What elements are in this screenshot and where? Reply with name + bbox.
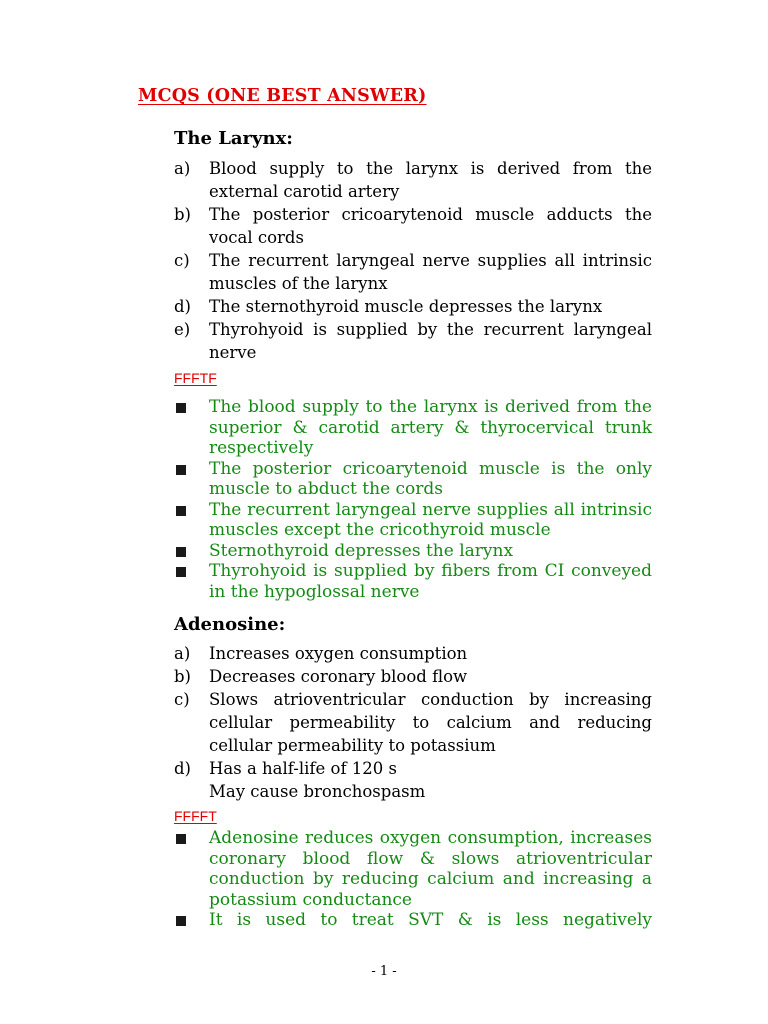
section-title-larynx: The Larynx:: [174, 128, 293, 149]
square-bullet-icon: [174, 910, 209, 931]
option-text: The sternothyroid muscle depresses the larynx: [209, 297, 603, 316]
option-extra-text: May cause bronchospasm: [209, 782, 426, 801]
answer-key-larynx: FFFTF: [174, 370, 217, 386]
question-options-larynx: [174, 157, 652, 364]
option-letter: b): [174, 205, 191, 224]
option-item: [174, 757, 652, 780]
square-bullet-icon: [174, 397, 209, 459]
option-item: [174, 295, 652, 318]
option-item: [174, 249, 652, 295]
explanation-item: [174, 500, 652, 541]
option-text: Decreases coronary blood flow: [209, 667, 468, 686]
option-letter: c): [174, 251, 190, 270]
square-bullet-icon: [174, 541, 209, 562]
option-text: Slows atrioventricular conduction by increasing cellular permeability to calcium and reducing cellular permeability to potassium: [209, 690, 652, 755]
option-item: [174, 688, 652, 757]
option-text: The posterior cricoarytenoid muscle adducts the vocal cords: [209, 205, 652, 247]
option-item: [174, 665, 652, 688]
explanation-item: [174, 910, 652, 931]
explanation-text: The posterior cricoarytenoid muscle is the only muscle to abduct the cords: [209, 458, 652, 499]
explanation-item: [174, 561, 652, 602]
question-options-adenosine: [174, 642, 652, 803]
option-letter: b): [174, 667, 191, 686]
explanation-text: Thyrohyoid is supplied by fibers from CI conveyed in the hypoglossal nerve: [209, 561, 652, 602]
explanation-item: [174, 541, 652, 562]
option-letter: e): [174, 320, 191, 339]
explanation-item: [174, 397, 652, 459]
option-text: Thyrohyoid is supplied by the recurrent laryngeal nerve: [209, 320, 652, 362]
explanation-text: The blood supply to the larynx is derived from the superior & carotid artery & thyrocervical trunk respectively: [209, 397, 652, 458]
square-bullet-icon: [174, 500, 209, 541]
option-text: The recurrent laryngeal nerve supplies all intrinsic muscles of the larynx: [209, 251, 652, 293]
explanation-text: The recurrent laryngeal nerve supplies all intrinsic muscles except the cricothyroid muscle: [209, 499, 652, 540]
explanation-text: Adenosine reduces oxygen consumption, increases coronary blood flow & slows atrioventricular conduction by reducing calcium and increasing a potassium conductance: [209, 828, 652, 910]
option-letter: a): [174, 159, 191, 178]
option-letter: a): [174, 644, 191, 663]
option-item: [174, 203, 652, 249]
option-extra: [174, 780, 652, 803]
explanation-text: Sternothyroid depresses the larynx: [209, 540, 514, 561]
square-bullet-icon: [174, 561, 209, 602]
explanation-item: [174, 828, 652, 910]
option-text: Has a half-life of 120 s: [209, 759, 398, 778]
answer-key-adenosine: FFFFT: [174, 808, 217, 824]
option-item: [174, 318, 652, 364]
explanations-larynx: [174, 397, 652, 602]
page-heading: MCQS (ONE BEST ANSWER): [138, 86, 427, 106]
section-title-adenosine: Adenosine:: [174, 614, 286, 635]
explanation-item: [174, 459, 652, 500]
option-letter: d): [174, 297, 191, 316]
square-bullet-icon: [174, 459, 209, 500]
square-bullet-icon: [174, 828, 209, 910]
option-item: [174, 642, 652, 665]
option-item: [174, 157, 652, 203]
option-letter: d): [174, 759, 191, 778]
explanation-text: It is used to treat SVT & is less negatively: [209, 910, 652, 930]
option-text: Increases oxygen consumption: [209, 644, 468, 663]
explanations-adenosine: [174, 828, 652, 931]
option-letter: c): [174, 690, 190, 709]
option-text: Blood supply to the larynx is derived from the external carotid artery: [209, 159, 652, 201]
page-number: - 1 -: [371, 964, 397, 979]
